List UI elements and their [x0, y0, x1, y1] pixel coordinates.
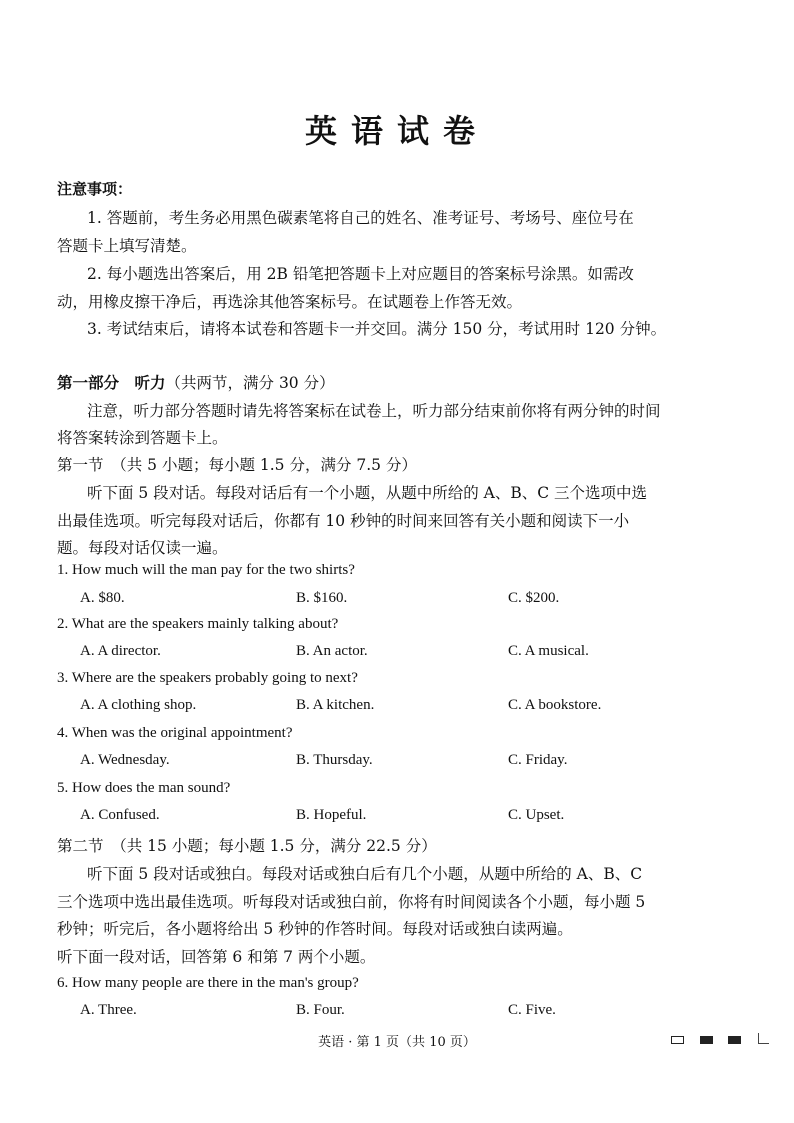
section1-instr-line-3: 题。每段对话仅读一遍。	[57, 539, 228, 557]
option-b: B. A kitchen.	[296, 697, 375, 713]
notice-item-1-line-2: 答题卡上填写清楚。	[57, 237, 197, 255]
option-b: B. An actor.	[296, 643, 368, 659]
notice-heading: 注意事项：	[57, 180, 133, 198]
option-a: A. A clothing shop.	[80, 697, 197, 713]
option-a: A. Confused.	[80, 807, 160, 823]
option-c: C. A musical.	[508, 643, 589, 659]
question-stem: 3. Where are the speakers probably going to next?	[57, 670, 358, 686]
option-a: A. Three.	[80, 1002, 137, 1018]
section2-sub-instruction: 听下面一段对话，回答第 6 和第 7 两个小题。	[57, 948, 376, 966]
notice-item-1-line-1: 1. 答题前，考生务必用黑色碳素笔将自己的姓名、准考证号、考场号、座位号在	[87, 209, 634, 227]
corner-mark-filled	[728, 1036, 741, 1044]
notice-item-2-line-1: 2. 每小题选出答案后，用 2B 铅笔把答题卡上对应题目的答案标号涂黑。如需改	[87, 265, 634, 283]
option-c: C. Upset.	[508, 807, 565, 823]
part1-heading-title: 第一部分 听力	[57, 373, 166, 392]
corner-mark-outline	[671, 1036, 684, 1044]
option-a: A. $80.	[80, 590, 125, 606]
option-c: C. A bookstore.	[508, 697, 602, 713]
option-a: A. A director.	[80, 643, 161, 659]
question-stem: 5. How does the man sound?	[57, 780, 231, 796]
section2-instr-line-2: 三个选项中选出最佳选项。听每段对话或独白前，你将有时间阅读各个小题，每小题 5	[57, 893, 646, 911]
question-stem: 2. What are the speakers mainly talking about?	[57, 616, 339, 632]
question-stem: 6. How many people are there in the man's group?	[57, 975, 359, 991]
part1-heading-score: （共两节，满分 30 分）	[165, 374, 335, 392]
option-c: C. Five.	[508, 1002, 556, 1018]
option-b: B. $160.	[296, 590, 348, 606]
section2-instr-line-3: 秒钟；听完后，各小题将给出 5 秒钟的作答时间。每段对话或独白读两遍。	[57, 920, 573, 938]
option-b: B. Four.	[296, 1002, 345, 1018]
question-stem: 4. When was the original appointment?	[57, 725, 293, 741]
page-title: 英语试卷	[304, 112, 489, 150]
section2-heading: 第二节 （共 15 小题；每小题 1.5 分，满分 22.5 分）	[57, 837, 437, 855]
section1-instr-line-2: 出最佳选项。听完每段对话后，你都有 10 秒钟的时间来回答有关小题和阅读下一小	[57, 512, 630, 530]
notice-item-3: 3. 考试结束后，请将本试卷和答题卡一并交回。满分 150 分，考试用时 120 分钟。	[87, 320, 667, 338]
section2-instr-line-1: 听下面 5 段对话或独白。每段对话或独白后有几个小题，从题中所给的 A、B、C	[87, 865, 643, 883]
page-footer: 英语 · 第 1 页（共 10 页）	[318, 1035, 476, 1050]
part1-note-line-2: 将答案转涂到答题卡上。	[57, 429, 228, 447]
corner-mark-filled	[700, 1036, 713, 1044]
notice-item-2-line-2: 动，用橡皮擦干净后，再选涂其他答案标号。在试题卷上作答无效。	[57, 293, 523, 311]
corner-bracket	[758, 1033, 769, 1044]
option-c: C. Friday.	[508, 752, 568, 768]
part1-heading	[57, 371, 335, 393]
part1-note-line-1: 注意，听力部分答题时请先将答案标在试卷上，听力部分结束前你将有两分钟的时间	[87, 402, 661, 420]
option-b: B. Thursday.	[296, 752, 373, 768]
option-a: A. Wednesday.	[80, 752, 170, 768]
option-b: B. Hopeful.	[296, 807, 367, 823]
section1-heading: 第一节 （共 5 小题；每小题 1.5 分，满分 7.5 分）	[57, 456, 417, 474]
question-stem: 1. How much will the man pay for the two shirts?	[57, 562, 355, 578]
option-c: C. $200.	[508, 590, 560, 606]
section1-instr-line-1: 听下面 5 段对话。每段对话后有一个小题，从题中所给的 A、B、C 三个选项中选	[87, 484, 648, 502]
